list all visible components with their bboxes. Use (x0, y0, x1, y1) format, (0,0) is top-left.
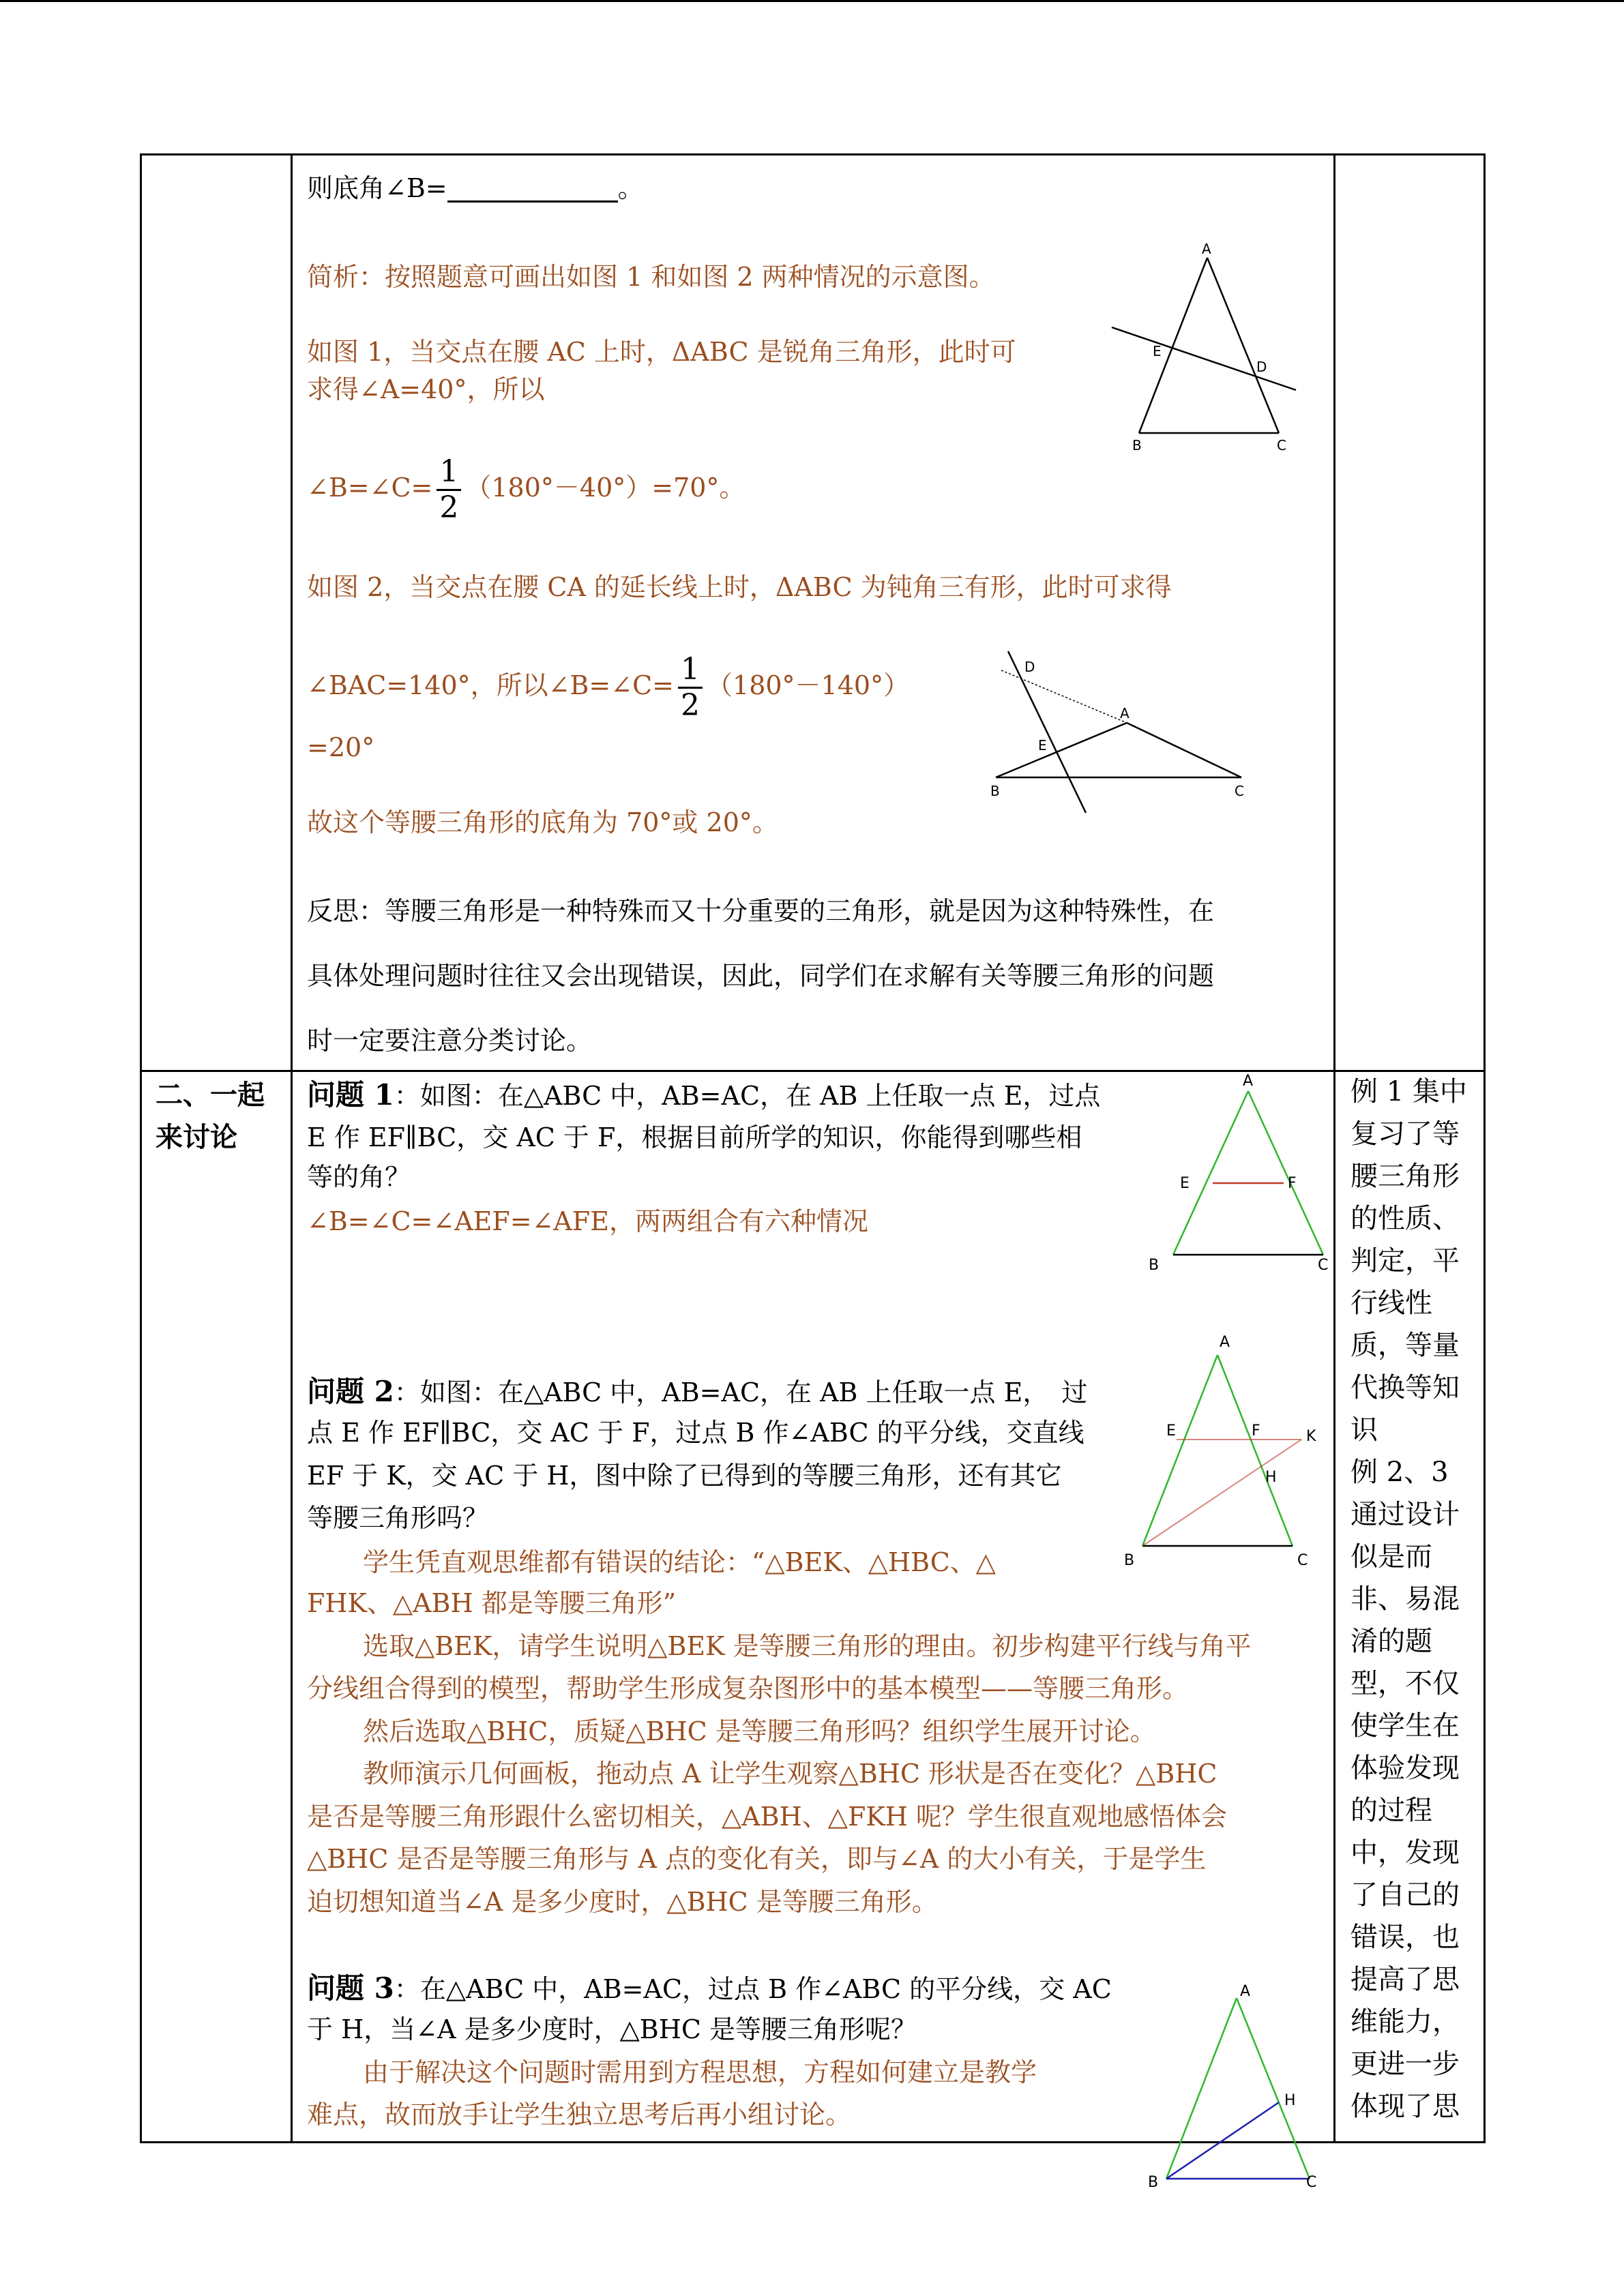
label-C: C (1318, 1257, 1329, 1274)
fill-blank-label: 则底角∠B= (307, 173, 447, 203)
label-A: A (1202, 241, 1211, 257)
remark-line: 中，发现 (1350, 1837, 1460, 1868)
section-title-line-1: 二、一起 (156, 1079, 265, 1111)
top-border (0, 0, 1624, 2)
q1-line-3: 等的角？ (307, 1162, 411, 1192)
remark-line: 识 (1350, 1414, 1378, 1446)
table-right-border (1483, 153, 1486, 2143)
label-E: E (1166, 1422, 1176, 1440)
fill-blank-line (307, 167, 644, 209)
q1-line-2: E 作 EF∥BC，交 AC 于 F，根据目前所学的知识，你能得到哪些相 (307, 1122, 1082, 1152)
label-C: C (1235, 783, 1244, 799)
label-A: A (1120, 705, 1130, 721)
q1-label: 问题 1 (307, 1078, 394, 1112)
remark-line: 行线性 (1350, 1287, 1432, 1319)
label-C: C (1277, 437, 1286, 453)
q3-text: ：在△ABC 中，AB=AC，过点 B 作∠ABC 的平分线，交 AC (394, 1974, 1112, 2004)
fraction-numerator: 1 (437, 455, 461, 491)
remark-line: 型，不仅 (1350, 1668, 1460, 1699)
label-A: A (1220, 1334, 1230, 1351)
fraction-numerator: 1 (678, 653, 703, 689)
remark-line: 代换等知 (1350, 1372, 1460, 1403)
q2-discussion-4: 分线组合得到的模型，帮助学生形成复杂图形中的基本模型——等腰三角形。 (307, 1673, 1189, 1703)
figure-q1-triangle (1139, 1071, 1344, 1282)
q2-line-1 (307, 1371, 1087, 1414)
q2-line-4: 等腰三角形吗？ (307, 1503, 489, 1533)
remark-column (1350, 1071, 1473, 2128)
remark-line: 腰三角形 (1350, 1161, 1460, 1192)
calc1-line (307, 447, 745, 528)
q1-text: ：如图：在△ABC 中，AB=AC，在 AB 上任取一点 E，过点 (394, 1081, 1101, 1111)
label-F: F (1288, 1175, 1297, 1192)
label-C: C (1306, 2174, 1317, 2191)
reflection-line-1: 反思：等腰三角形是一种特殊而又十分重要的三角形，就是因为这种特殊性，在 (307, 896, 1215, 926)
fig2-text: 如图 2，当交点在腰 CA 的延长线上时，ΔABC 为钝角三有形，此时可求得 (307, 572, 1172, 602)
remark-line: 更进一步 (1350, 2048, 1460, 2080)
remark-line: 通过设计 (1350, 1499, 1460, 1530)
q2-line-2: 点 E 作 EF∥BC，交 AC 于 F，过点 B 作∠ABC 的平分线，交直线 (307, 1418, 1084, 1448)
q2-line-3: EF 于 K，交 AC 于 H，图中除了已得到的等腰三角形，还有其它 (307, 1461, 1062, 1491)
remark-line: 错误，也 (1350, 1922, 1460, 1953)
table-left-border (140, 153, 142, 2143)
q1-line-1 (307, 1074, 1100, 1117)
fraction-denominator: 2 (681, 688, 700, 723)
figure-q3-triangle (1136, 1974, 1340, 2199)
label-D: D (1256, 359, 1267, 375)
q3-discussion-1: 由于解决这个问题时需用到方程思想，方程如何建立是教学 (363, 2057, 1037, 2087)
fraction-half (678, 653, 703, 723)
remark-line: 的性质、 (1350, 1203, 1460, 1234)
remark-line: 例 2、3 (1350, 1457, 1449, 1488)
analysis-text: 简析：按照题意可画出如图 1 和如图 2 两种情况的示意图。 (307, 262, 995, 292)
column-divider-1 (291, 153, 293, 2143)
blank-underline (447, 175, 618, 203)
label-F: F (1252, 1422, 1260, 1440)
q2-discussion-3: 选取△BEK，请学生说明△BEK 是等腰三角形的理由。初步构建平行线与角平 (363, 1631, 1252, 1661)
table-top-border (140, 153, 1486, 155)
remark-line: 质，等量 (1350, 1330, 1460, 1361)
remark-line: 的过程 (1350, 1795, 1432, 1826)
conclusion: 故这个等腰三角形的底角为 70°或 20°。 (307, 807, 778, 837)
figure-q2-triangle (1119, 1326, 1337, 1582)
label-E: E (1180, 1175, 1190, 1192)
q2-discussion-5: 然后选取△BHC，质疑△BHC 是等腰三角形吗？组织学生展开讨论。 (363, 1716, 1156, 1746)
q2-discussion-1: 学生凭直观思维都有错误的结论：“△BEK、△HBC、△ (363, 1547, 996, 1577)
q3-line-1 (307, 1967, 1112, 2010)
label-B: B (1132, 437, 1142, 453)
label-E: E (1038, 737, 1047, 754)
label-B: B (990, 783, 1000, 799)
q2-discussion-9: 迫切想知道当∠A 是多少度时，△BHC 是等腰三角形。 (307, 1887, 938, 1917)
label-H: H (1265, 1469, 1277, 1486)
remark-line: 提高了思 (1350, 1964, 1460, 1995)
fig1-text-line-1: 如图 1，当交点在腰 AC 上时，ΔABC 是锐角三角形，此时可 (307, 337, 1016, 367)
calc2-suffix: （180°－140°） (707, 670, 910, 700)
section-title-line-2: 来讨论 (156, 1121, 237, 1153)
fraction-denominator: 2 (439, 490, 459, 525)
remark-line: 淆的题 (1350, 1626, 1432, 1657)
q3-discussion-2: 难点，故而放手让学生独立思考后再小组讨论。 (307, 2100, 852, 2130)
calc1-prefix: ∠B=∠C= (307, 473, 433, 503)
reflection-line-2: 具体处理问题时往往又会出现错误，因此，同学们在求解有关等腰三角形的问题 (307, 961, 1215, 991)
remark-line: 了自己的 (1350, 1879, 1460, 1911)
remark-line: 体验发现 (1350, 1753, 1460, 1784)
q2-label: 问题 2 (307, 1375, 394, 1408)
remark-line: 判定，平 (1350, 1245, 1460, 1277)
label-A: A (1240, 1983, 1251, 2000)
q3-line-2: 于 H，当∠A 是多少度时，△BHC 是等腰三角形呢？ (307, 2014, 917, 2044)
label-H: H (1284, 2092, 1296, 2109)
label-C: C (1297, 1552, 1308, 1569)
q2-discussion-6: 教师演示几何画板，拖动点 A 让学生观察△BHC 形状是否在变化？△BHC (363, 1759, 1217, 1789)
remark-line: 维能力， (1350, 2006, 1460, 2038)
reflection-line-3: 时一定要注意分类讨论。 (307, 1026, 593, 1056)
q3-label: 问题 3 (307, 1971, 394, 2005)
label-A: A (1243, 1073, 1254, 1090)
calc2-line (307, 644, 909, 726)
calc1-suffix: （180°－40°）=70°。 (465, 473, 745, 503)
fig1-text-line-2: 求得∠A=40°，所以 (307, 374, 545, 404)
remark-line: 似是而 (1350, 1541, 1432, 1572)
q1-answer: ∠B=∠C=∠AEF=∠AFE，两两组合有六种情况 (307, 1206, 868, 1236)
remark-line: 非、易混 (1350, 1583, 1460, 1615)
label-K: K (1306, 1428, 1316, 1445)
label-B: B (1124, 1552, 1135, 1569)
calc2-result: =20° (307, 732, 375, 762)
label-B: B (1148, 2174, 1159, 2191)
q2-text: ：如图：在△ABC 中，AB=AC，在 AB 上任取一点 E， 过 (394, 1377, 1088, 1407)
figure-1-triangle (1098, 239, 1316, 464)
remark-line: 使学生在 (1350, 1710, 1460, 1742)
calc2-prefix: ∠BAC=140°，所以∠B=∠C= (307, 670, 675, 700)
label-B: B (1149, 1257, 1160, 1274)
fill-blank-end: 。 (617, 173, 644, 203)
q2-discussion-7: 是否是等腰三角形跟什么密切相关，△ABH、△FKH 呢？学生很直观地感悟体会 (307, 1802, 1227, 1832)
figure-2-triangle (982, 644, 1262, 815)
fraction-half (437, 455, 461, 525)
q2-discussion-2: FHK、△ABH 都是等腰三角形” (307, 1588, 677, 1618)
remark-line: 例 1 集中 (1350, 1076, 1467, 1107)
label-E: E (1153, 343, 1162, 359)
q2-discussion-8: △BHC 是否是等腰三角形与 A 点的变化有关，即与∠A 的大小有关，于是学生 (307, 1844, 1207, 1874)
remark-line: 复习了等 (1350, 1118, 1460, 1150)
label-D: D (1024, 659, 1035, 675)
remark-line: 体现了思 (1350, 2091, 1460, 2122)
